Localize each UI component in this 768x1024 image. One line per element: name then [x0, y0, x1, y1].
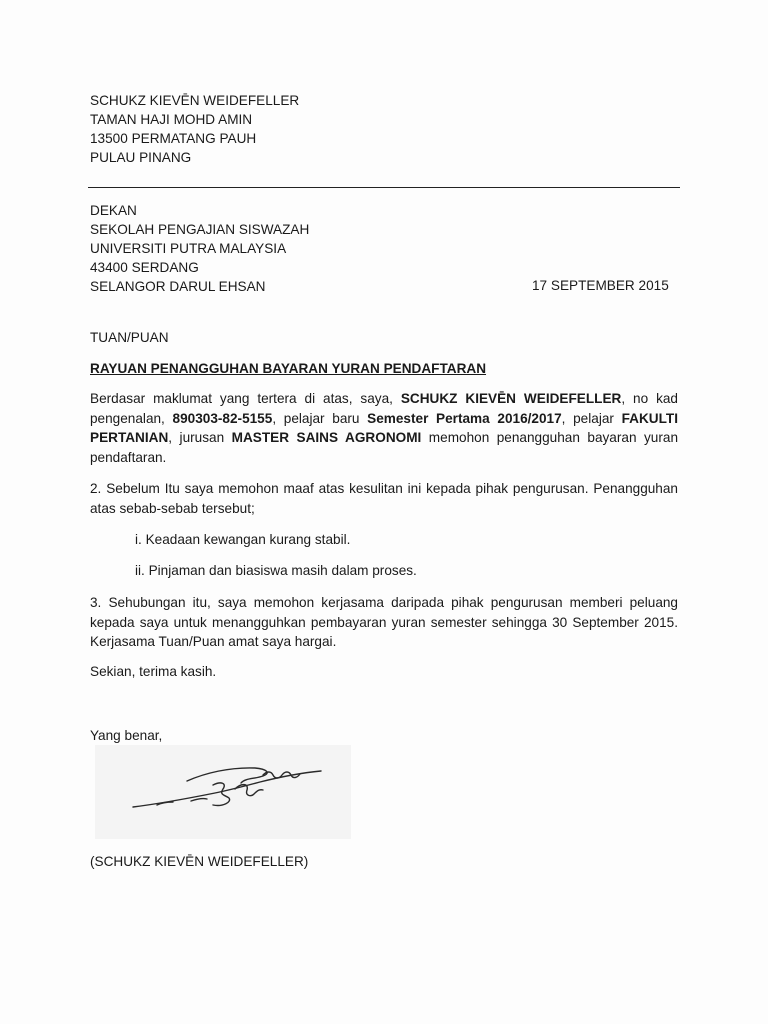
recipient-address — [90, 201, 309, 296]
recipient-line-2: UNIVERSITI PUTRA MALAYSIA — [90, 241, 287, 256]
letter-date: 17 SEPTEMBER 2015 — [532, 278, 669, 293]
signature-scribble-icon — [95, 745, 351, 839]
p1-text-3: , pelajar baru — [272, 410, 368, 426]
sender-address-line-3: PULAU PINANG — [90, 150, 192, 165]
letter-subject: RAYUAN PENANGGUHAN BAYARAN YURAN PENDAFTARAN — [90, 361, 487, 376]
recipient-title: DEKAN — [90, 203, 137, 218]
signatory-name: (SCHUKZ KIEVĒN WEIDEFELLER) — [90, 854, 309, 869]
p1-programme: MASTER SAINS AGRONOMI — [231, 430, 422, 445]
p1-text-2: , no kad pengenalan, — [90, 391, 678, 426]
yours-sincerely: Yang benar, — [90, 728, 163, 743]
closing-line: Sekian, terima kasih. — [90, 664, 217, 679]
salutation: TUAN/PUAN — [90, 330, 169, 345]
sender-address-line-2: 13500 PERMATANG PAUH — [90, 131, 257, 146]
p1-text-1: Berdasar maklumat yang tertera di atas, saya, — [90, 391, 401, 406]
paragraph-1 — [90, 389, 678, 467]
p1-text-6: memohon penangguhan bayaran yuran pendaftaran. — [90, 430, 679, 465]
p1-text-4: , pelajar — [561, 410, 622, 426]
header-divider — [88, 187, 680, 188]
reason-item-1: i. Keadaan kewangan kurang stabil. — [135, 532, 351, 547]
paragraph-2: 2. Sebelum Itu saya memohon maaf atas kesulitan ini kepada pihak pengurusan. Penangguhan atas sebab-sebab tersebut; — [90, 481, 678, 516]
p1-semester: Semester Pertama 2016/2017 — [367, 410, 562, 426]
sender-address — [90, 91, 299, 167]
recipient-line-1: SEKOLAH PENGAJIAN SISWAZAH — [90, 222, 310, 237]
p1-name: SCHUKZ KIEVĒN WEIDEFELLER — [400, 391, 622, 406]
recipient-line-3: 43400 SERDANG — [90, 260, 199, 275]
sender-name: SCHUKZ KIEVĒN WEIDEFELLER — [90, 93, 300, 108]
p1-faculty: FAKULTI PERTANIAN — [90, 410, 678, 445]
p1-ic-number: 890303-82-5155 — [172, 410, 273, 426]
recipient-line-4: SELANGOR DARUL EHSAN — [90, 279, 266, 294]
reason-item-2: ii. Pinjaman dan biasiswa masih dalam proses. — [135, 563, 417, 578]
p1-text-5: , jurusan — [168, 430, 232, 445]
signature-image — [95, 745, 351, 839]
sender-address-line-1: TAMAN HAJI MOHD AMIN — [90, 112, 253, 127]
paragraph-3: 3. Sehubungan itu, saya memohon kerjasama daripada pihak pengurusan memberi peluang kepada saya untuk menangguhkan pembayaran yuran semester sehingga 30 September 2015. Kerjasama Tuan/Puan amat saya hargai. — [90, 595, 678, 649]
